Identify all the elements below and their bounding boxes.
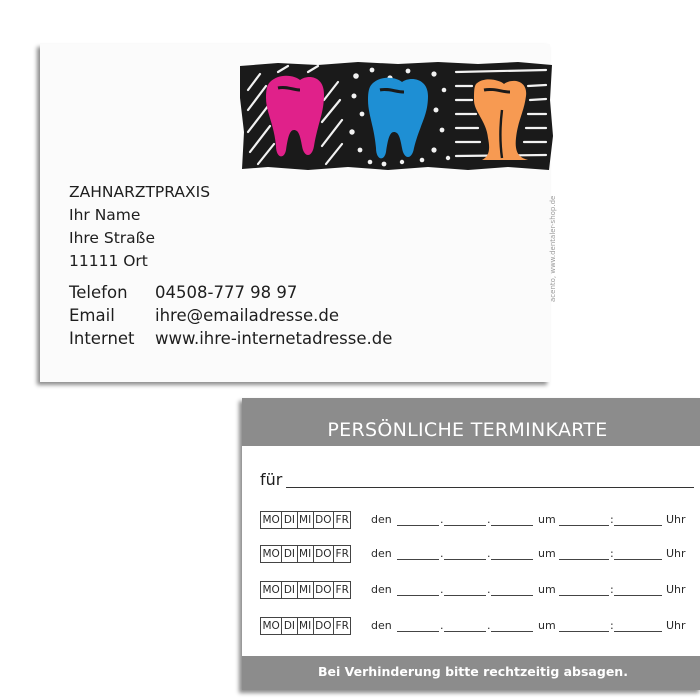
time-hour-field[interactable] — [559, 631, 609, 632]
weekday-box[interactable]: FR — [335, 548, 349, 560]
weekday-boxes — [260, 581, 351, 599]
weekday-box[interactable]: DO — [314, 546, 334, 562]
date-year-field[interactable] — [491, 525, 533, 526]
date-separator: . — [487, 547, 491, 560]
time-label: um — [538, 583, 556, 596]
footer-notice: Bei Verhinderung bitte rechtzeitig absagen. — [318, 664, 628, 679]
date-month-field[interactable] — [444, 525, 486, 526]
weekday-box[interactable]: MO — [261, 546, 282, 562]
weekday-box[interactable]: MO — [261, 512, 282, 528]
time-label: um — [538, 619, 556, 632]
contact-row-internet — [69, 327, 392, 350]
time-unit-label: Uhr — [666, 619, 686, 632]
card-title: PERSÖNLICHE TERMINKARTE — [327, 419, 608, 441]
weekday-box[interactable]: MO — [261, 618, 282, 634]
time-separator: : — [610, 583, 614, 596]
date-separator: . — [440, 547, 444, 560]
time-minute-field[interactable] — [614, 525, 662, 526]
time-label: um — [538, 547, 556, 560]
contact-block — [69, 281, 392, 350]
appointment-row — [260, 615, 700, 635]
patient-name-line[interactable] — [286, 487, 694, 488]
contact-label: Telefon — [69, 283, 128, 302]
practice-type: ZAHNARZTPRAXIS — [69, 183, 211, 201]
date-year-field[interactable] — [491, 631, 533, 632]
practice-address — [69, 181, 210, 273]
business-card-front — [40, 44, 557, 382]
time-separator: : — [610, 547, 614, 560]
contact-row-phone — [69, 281, 392, 304]
date-month-field[interactable] — [444, 559, 486, 560]
email-address: ihre@emailadresse.de — [155, 306, 339, 325]
date-label: den — [371, 583, 392, 596]
weekday-box[interactable]: MI — [298, 582, 314, 598]
weekday-box[interactable]: DI — [282, 582, 297, 598]
weekday-box[interactable]: DI — [282, 618, 297, 634]
time-separator: : — [610, 619, 614, 632]
website-address: www.ihre-internetadresse.de — [155, 329, 393, 348]
weekday-box[interactable]: DO — [314, 582, 334, 598]
time-unit-label: Uhr — [666, 513, 686, 526]
time-hour-field[interactable] — [559, 559, 609, 560]
time-unit-label: Uhr — [666, 583, 686, 596]
time-hour-field[interactable] — [559, 595, 609, 596]
date-separator: . — [487, 583, 491, 596]
practice-city: 11111 Ort — [69, 252, 148, 270]
time-minute-field[interactable] — [614, 559, 662, 560]
date-separator: . — [440, 513, 444, 526]
date-separator: . — [440, 583, 444, 596]
contact-label: Internet — [69, 329, 135, 348]
weekday-box[interactable]: MO — [261, 582, 282, 598]
date-month-field[interactable] — [444, 631, 486, 632]
appointment-row — [260, 543, 700, 563]
patient-name-label: für — [260, 470, 283, 489]
date-label: den — [371, 547, 392, 560]
practice-name: Ihr Name — [69, 206, 141, 224]
date-day-field[interactable] — [397, 559, 439, 560]
weekday-box[interactable]: FR — [335, 514, 349, 526]
time-label: um — [538, 513, 556, 526]
time-minute-field[interactable] — [614, 595, 662, 596]
time-minute-field[interactable] — [614, 631, 662, 632]
date-separator: . — [487, 619, 491, 632]
header-band — [242, 398, 700, 446]
weekday-box[interactable]: DI — [282, 512, 297, 528]
practice-street: Ihre Straße — [69, 229, 155, 247]
time-separator: : — [610, 513, 614, 526]
weekday-box[interactable]: FR — [335, 584, 349, 596]
appointment-row — [260, 579, 700, 599]
date-separator: . — [487, 513, 491, 526]
tooth-logo — [238, 60, 554, 172]
weekday-box[interactable]: DO — [314, 512, 334, 528]
weekday-box[interactable]: DI — [282, 546, 297, 562]
date-month-field[interactable] — [444, 595, 486, 596]
contact-row-email — [69, 304, 392, 327]
date-label: den — [371, 513, 392, 526]
date-day-field[interactable] — [397, 631, 439, 632]
weekday-boxes — [260, 545, 351, 563]
date-year-field[interactable] — [491, 595, 533, 596]
appointment-card — [242, 398, 700, 690]
weekday-box[interactable]: DO — [314, 618, 334, 634]
appointment-row — [260, 509, 700, 529]
weekday-box[interactable]: MI — [298, 512, 314, 528]
phone-number: 04508-777 98 97 — [155, 283, 298, 302]
footer-band — [242, 656, 700, 690]
date-label: den — [371, 619, 392, 632]
date-day-field[interactable] — [397, 525, 439, 526]
date-separator: . — [440, 619, 444, 632]
contact-label: Email — [69, 306, 115, 325]
weekday-box[interactable]: MI — [298, 546, 314, 562]
date-day-field[interactable] — [397, 595, 439, 596]
weekday-box[interactable]: FR — [335, 620, 349, 632]
time-unit-label: Uhr — [666, 547, 686, 560]
date-year-field[interactable] — [491, 559, 533, 560]
weekday-boxes — [260, 511, 351, 529]
time-hour-field[interactable] — [559, 525, 609, 526]
designer-credit: acento, www.dentaler-shop.de — [549, 195, 557, 302]
weekday-box[interactable]: MI — [298, 618, 314, 634]
weekday-boxes — [260, 617, 351, 635]
